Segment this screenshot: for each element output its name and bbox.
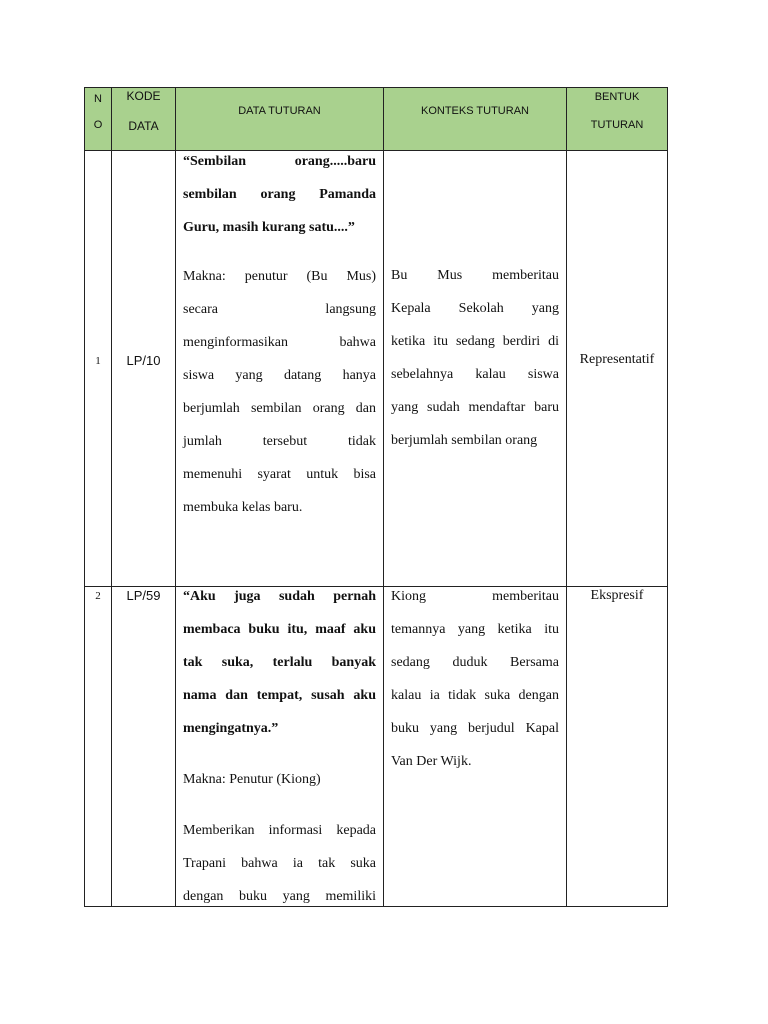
header-konteks-tuturan-cell [383,87,567,151]
row-2-kode: LP/59 [126,588,161,603]
row-1-kode-cell [111,150,176,587]
row-1-quote-line: sembilan orang Pamanda [183,187,376,202]
data-table [84,87,668,907]
row-2-konteks-line: temannya yang ketika itu [391,622,559,637]
header-data-tuturan: DATA TUTURAN [238,105,321,117]
row-1-makna-line: jumlah tersebut tidak [183,434,376,449]
row-1-makna-line: membuka kelas baru. [183,500,303,515]
row-1-konteks-line: berjumlah sembilan orang [391,433,538,448]
row-2-quote-line: membaca buku itu, maaf aku [183,622,376,637]
header-no-line-1: N [94,93,102,105]
row-2-quote-line: tak suka, terlalu banyak [183,655,376,670]
row-1-kode: LP/10 [126,353,161,368]
row-1-no: 1 [95,355,101,367]
header-bentuk-line-2: TUTURAN [590,119,644,131]
row-1-no-cell [84,150,112,587]
row-1-konteks-line: Bu Mus memberitau [391,268,559,283]
row-2-quote-line: “Aku juga sudah pernah [183,589,376,604]
row-2-bentuk-cell [566,586,668,907]
header-bentuk-line-1: BENTUK [594,91,640,103]
header-no-line-2: O [93,119,103,131]
row-1-konteks-cell [383,150,567,587]
row-2-konteks-line: Kiong memberitau [391,589,559,604]
row-1-bentuk: Representatif [579,352,655,367]
row-2-no-cell [84,586,112,907]
row-1-makna-line: Makna: penutur (Bu Mus) [183,269,376,284]
row-2-konteks-line: Van Der Wijk. [391,754,472,769]
row-2-data-tuturan-cell [175,586,384,907]
header-no-cell [84,87,112,151]
row-2-konteks-line: sedang duduk Bersama [391,655,559,670]
row-2-bentuk: Ekspresif [590,588,644,603]
row-1-makna-line: siswa yang datang hanya [183,368,376,383]
row-2-no: 2 [95,590,101,602]
row-1-quote-line: “Sembilan orang.....baru [183,154,376,169]
row-2-makna-line: Makna: Penutur (Kiong) [183,772,321,787]
row-2-quote-line: nama dan tempat, susah aku [183,688,376,703]
row-1-konteks-line: Kepala Sekolah yang [391,301,559,316]
row-1-konteks-line: sebelahnya kalau siswa [391,367,559,382]
row-1-bentuk-cell [566,150,668,587]
header-kode-cell [111,87,176,151]
row-1-quote-line: Guru, masih kurang satu....” [183,220,355,235]
row-2-kode-cell [111,586,176,907]
row-1-makna-line: memenuhi syarat untuk bisa [183,467,376,482]
header-data-tuturan-cell [175,87,384,151]
row-1-konteks-line: yang sudah mendaftar baru [391,400,559,415]
row-2-konteks-line: kalau ia tidak suka dengan [391,688,559,703]
header-kode-line-2: DATA [128,119,159,133]
row-1-makna-line: menginformasikan bahwa [183,335,376,350]
header-konteks-tuturan: KONTEKS TUTURAN [421,105,529,117]
row-1-makna-line: berjumlah sembilan orang dan [183,401,376,416]
header-bentuk-tuturan-cell [566,87,668,151]
row-2-konteks-line: buku yang berjudul Kapal [391,721,559,736]
row-1-data-tuturan-cell [175,150,384,587]
row-2-info-line: Memberikan informasi kepada [183,823,376,838]
row-1-makna-line: secara langsung [183,302,376,317]
row-1-konteks-line: ketika itu sedang berdiri di [391,334,559,349]
row-2-quote-line: mengingatnya.” [183,721,279,736]
row-2-info-line: Trapani bahwa ia tak suka [183,856,376,871]
header-kode-line-1: KODE [126,89,161,103]
row-2-konteks-cell [383,586,567,907]
row-2-info-line: dengan buku yang memiliki [183,889,376,904]
